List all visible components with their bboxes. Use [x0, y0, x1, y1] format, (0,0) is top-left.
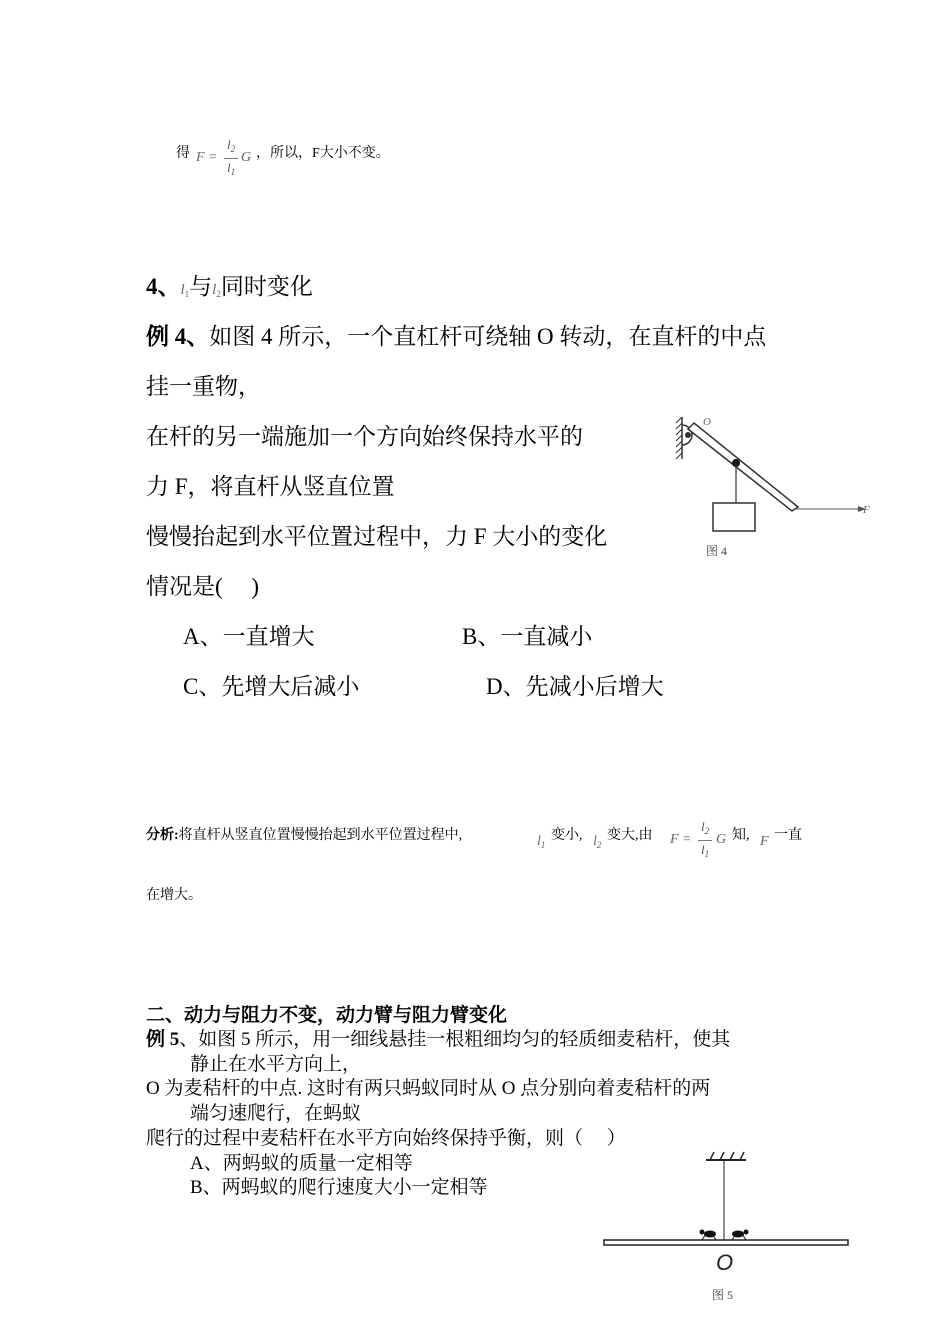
- figure-5-caption: 图 5: [712, 1288, 734, 1302]
- analysis-text-3: 变大,由: [607, 828, 653, 843]
- analysis-text-2: 变小,: [551, 828, 583, 843]
- example-4-option-d: D、先减小后增大: [486, 674, 664, 699]
- analysis-f-symbol: F: [760, 834, 769, 849]
- numerator-subscript: 2: [230, 144, 236, 154]
- section-4-number: 4、: [146, 274, 181, 299]
- analysis-text-4: 知,: [732, 828, 750, 843]
- example-4-line-4: 力 F，将直杆从竖直位置: [146, 474, 395, 499]
- figure-4-weight: [713, 503, 755, 531]
- section-4-heading: [146, 268, 313, 301]
- analysis-line-2: 在增大。: [146, 888, 202, 903]
- top-formula-line: [176, 142, 190, 162]
- example-4-option-b: B、一直减小: [462, 624, 593, 649]
- example-4-text-1: 如图 4 所示，一个直杠杆可绕轴 O 转动，在直杆的中点: [209, 324, 767, 349]
- analysis-line-1: [146, 824, 462, 844]
- analysis-formula-lhs: F =: [670, 832, 692, 847]
- figure-4-pivot-point: [685, 432, 691, 438]
- analysis-denominator-subscript: 1: [704, 849, 710, 859]
- figure-4-wall-hatch: [676, 417, 682, 459]
- section-two-title: 二、动力与阻力不变，动力臂与阻力臂变化: [146, 1005, 508, 1026]
- example-5-line-2: O 为麦秸杆的中点. 这时有两只蚂蚁同时从 O 点分别向着麦秸杆的两: [146, 1078, 711, 1099]
- analysis-fraction-numerator: l: [700, 819, 705, 834]
- section-4-l1-sub: 1: [184, 289, 190, 299]
- figure-4-caption: 图 4: [706, 544, 728, 558]
- denominator-subscript: 1: [230, 167, 236, 177]
- example-5-option-a: A、两蚂蚁的质量一定相等: [190, 1153, 413, 1174]
- section-4-l2-sub: 2: [216, 289, 221, 299]
- figure-4-f-label: F: [863, 504, 870, 516]
- analysis-l1-symbol: l: [537, 834, 541, 849]
- example-4-label: 例 4、: [146, 324, 210, 349]
- top-formula-suffix: ，所以，F大小不变。: [256, 146, 390, 161]
- example-4-line-2: 挂一重物，: [146, 374, 261, 399]
- figure-4-lever-diagram: [670, 405, 890, 565]
- figure-5-straw: [604, 1240, 848, 1245]
- figure-4-o-label: O: [703, 416, 711, 428]
- section-4-l2: l: [212, 282, 217, 298]
- example-4-option-a: A、一直增大: [183, 624, 315, 649]
- analysis-text-5: 一直: [774, 828, 802, 843]
- figure-5-ant-right: [732, 1230, 749, 1241]
- example-5-option-b: B、两蚂蚁的爬行速度大小一定相等: [190, 1177, 488, 1198]
- figure-5-straw-diagram: [598, 1146, 858, 1311]
- figure-5-ceiling-hatch: [710, 1152, 744, 1160]
- example-4-line-3: 在杆的另一端施加一个方向始终保持水平的: [146, 424, 583, 449]
- figure-5-o-label: O: [716, 1250, 734, 1275]
- top-formula-lhs: F =: [196, 150, 218, 165]
- analysis-label: 分析:: [146, 828, 179, 843]
- example-5-line-2b: 端匀速爬行，在蚂蚁: [190, 1103, 362, 1124]
- example-5-line-1: [146, 1024, 730, 1051]
- section-4-rest: 同时变化: [220, 274, 313, 299]
- analysis-fraction-denominator: l: [700, 842, 705, 857]
- section-4-l1: l: [180, 282, 185, 298]
- figure-5-ant-left: [700, 1230, 717, 1241]
- example-5-line-3: 爬行的过程中麦秸杆在水平方向始终保持乎衡，则（ ）: [146, 1128, 626, 1149]
- top-formula-fraction: [224, 138, 238, 179]
- analysis-l1-subscript: 1: [540, 840, 546, 850]
- example-5-text-1: 、如图 5 所示，用一细线悬挂一根粗细均匀的轻质细麦秸杆，使其: [179, 1029, 731, 1050]
- analysis-text-1: 将直杆从竖直位置慢慢抬起到水平位置过程中,: [178, 828, 463, 843]
- analysis-numerator-subscript: 2: [704, 826, 710, 836]
- analysis-formula-fraction: [698, 820, 712, 861]
- top-formula-g: G: [241, 150, 252, 165]
- example-4-line-1: [146, 318, 766, 351]
- example-4-line-6: 情况是( ): [146, 574, 260, 599]
- example-4-option-c: C、先增大后减小: [183, 674, 360, 699]
- fraction-numerator: l: [226, 137, 231, 152]
- analysis-l2: [593, 834, 601, 850]
- analysis-l2-symbol: l: [593, 834, 597, 849]
- top-formula-prefix: 得: [176, 146, 190, 161]
- analysis-formula-g: G: [716, 832, 727, 847]
- example-5-label: 例 5: [146, 1029, 180, 1050]
- figure-4-rod: [688, 423, 798, 511]
- example-4-line-5: 慢慢抬起到水平位置过程中，力 F 大小的变化: [146, 524, 608, 549]
- fraction-denominator: l: [226, 160, 231, 175]
- analysis-l2-subscript: 2: [596, 840, 602, 850]
- example-5-line-1b: 静止在水平方向上，: [190, 1054, 362, 1075]
- section-4-mid: 与: [189, 274, 213, 299]
- analysis-l1: [537, 834, 545, 850]
